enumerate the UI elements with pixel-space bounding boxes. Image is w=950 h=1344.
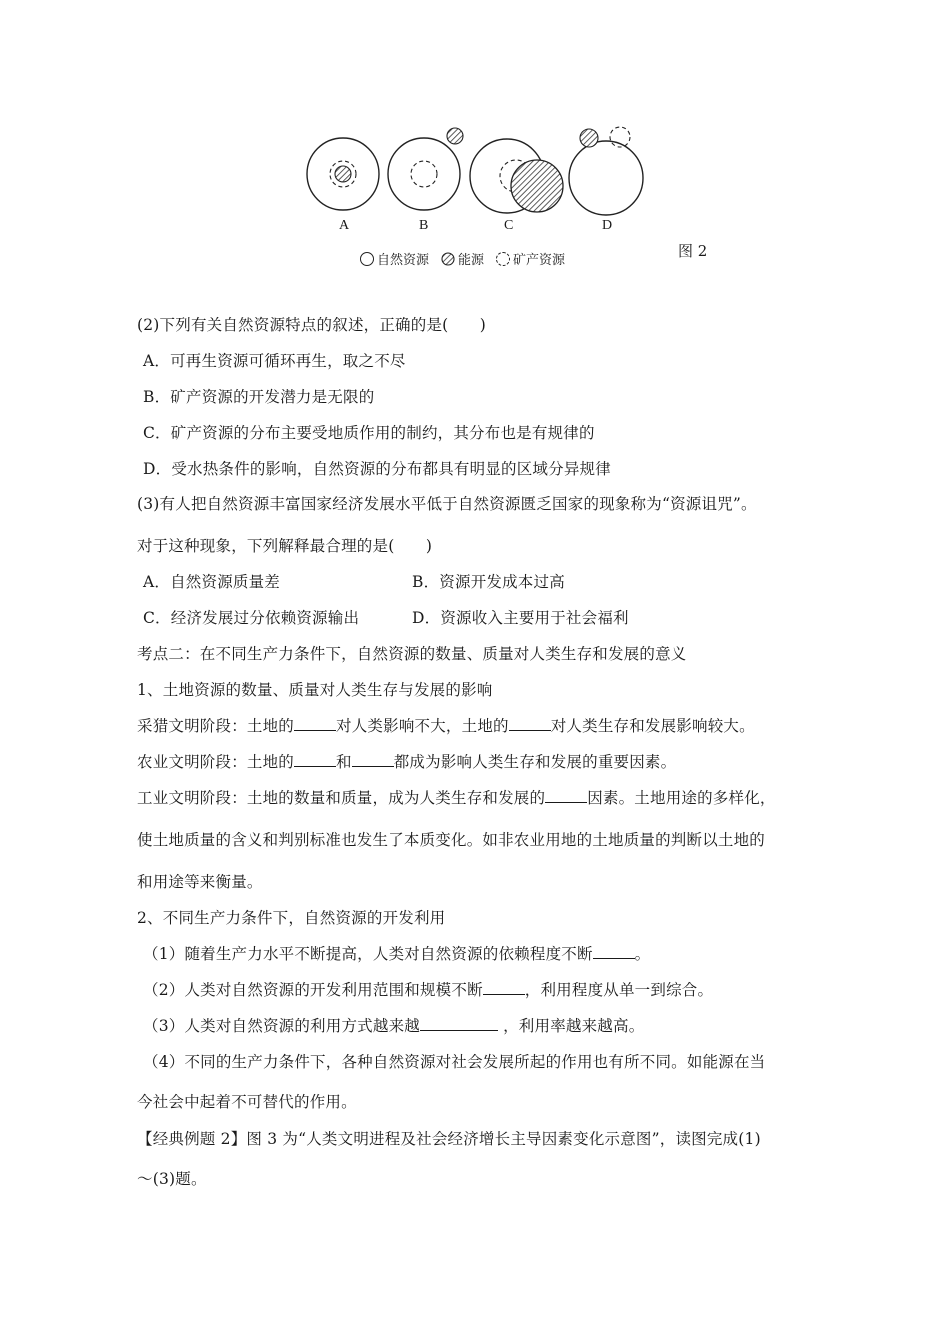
energy-symbol: [441, 252, 455, 266]
kaodian-2-heading: 考点二：在不同生产力条件下，自然资源的数量、质量对人类生存和发展的意义: [137, 645, 687, 663]
q3-option-a: A．自然资源质量差: [143, 573, 280, 591]
legend-energy-label: 能源: [458, 253, 485, 268]
industry-line-3: 和用途等来衡量。: [137, 873, 263, 891]
section-2-heading: 2、不同生产力条件下，自然资源的开发利用: [137, 909, 446, 927]
venn-a: [307, 138, 379, 210]
figure-legend: [360, 249, 577, 268]
point-1-line: [143, 942, 650, 964]
legend-natural-label: 自然资源: [377, 253, 430, 268]
q2-option-b: B．矿产资源的开发潜力是无限的: [143, 388, 375, 406]
industry-line-2: 使土地质量的含义和判别标准也发生了本质变化。如非农业用地的土地质量的判断以土地的: [137, 831, 766, 849]
point-4-line-1: （4）不同的生产力条件下，各种自然资源对社会发展所起的作用也有所不同。如能源在当: [143, 1053, 766, 1071]
venn-b: [388, 128, 463, 210]
hunting-blank-1[interactable]: [294, 716, 336, 731]
q3-option-b: B．资源开发成本过高: [412, 573, 565, 591]
point-2-text: （2）人类对自然资源的开发利用范围和规模不断: [143, 981, 483, 999]
example-2-line-2: ～(3)题。: [137, 1170, 207, 1188]
industry-text-2: 因素。土地用途的多样化，: [587, 789, 776, 807]
industry-text-1: 工业文明阶段：土地的数量和质量，成为人类生存和发展的: [137, 789, 546, 807]
point-2-blank[interactable]: [483, 980, 525, 995]
hunting-stage-line: [137, 714, 755, 736]
industry-blank[interactable]: [545, 788, 587, 803]
legend-energy: [441, 249, 484, 268]
q3-stem-line2: 对于这种现象，下列解释最合理的是( ): [137, 537, 433, 555]
point-3-end: ，利用率越来越高。: [503, 1017, 645, 1035]
point-1-end: 。: [634, 945, 651, 963]
label-b: B: [419, 218, 429, 233]
mineral-resource-symbol: [496, 252, 510, 266]
label-d: D: [602, 218, 613, 233]
hunting-text-3: 对人类生存和发展影响较大。: [550, 717, 755, 735]
q2-option-d: D．受水热条件的影响，自然资源的分布都具有明显的区域分异规律: [143, 460, 611, 478]
point-3-text: （3）人类对自然资源的利用方式越来越: [143, 1017, 420, 1035]
venn-c: [470, 139, 563, 213]
label-a: A: [339, 218, 350, 233]
point-2-end: ，利用程度从单一到综合。: [524, 981, 714, 999]
point-3-line: [143, 1014, 644, 1036]
section-1-heading: 1、土地资源的数量、质量对人类生存与发展的影响: [137, 681, 493, 699]
point-1-text: （1）随着生产力水平不断提高，人类对自然资源的依赖程度不断: [143, 945, 593, 963]
agri-blank-2[interactable]: [352, 752, 394, 767]
figure-2-label: 图 2: [678, 242, 708, 260]
hunting-text-2: 对人类影响不大，土地的: [336, 717, 509, 735]
agri-text-2: 和: [336, 753, 352, 771]
q2-option-c: C．矿产资源的分布主要受地质作用的制约，其分布也是有规律的: [143, 424, 595, 442]
point-3-blank[interactable]: [420, 1016, 498, 1031]
q2-stem: (2)下列有关自然资源特点的叙述，正确的是( ): [137, 316, 487, 334]
natural-resource-symbol: [360, 252, 374, 266]
label-c: C: [504, 218, 514, 233]
q3-stem-line1: (3)有人把自然资源丰富国家经济发展水平低于自然资源匮乏国家的现象称为“资源诅咒”。: [137, 495, 757, 513]
example-2-line-1: 【经典例题 2】图 3 为“人类文明进程及社会经济增长主导因素变化示意图”，读图完成(1): [137, 1130, 761, 1148]
point-4-line-2: 今社会中起着不可替代的作用。: [137, 1093, 357, 1111]
legend-natural: [360, 249, 429, 268]
legend-mineral: [496, 249, 565, 268]
point-2-line: [143, 978, 713, 1000]
q3-option-d: D．资源收入主要用于社会福利: [412, 609, 629, 627]
agri-text-1: 农业文明阶段：土地的: [137, 753, 295, 771]
venn-d: [569, 127, 643, 215]
agri-blank-1[interactable]: [294, 752, 336, 767]
q3-option-c: C．经济发展过分依赖资源输出: [143, 609, 360, 627]
hunting-text-1: 采猎文明阶段：土地的: [137, 717, 295, 735]
industry-stage-line: [137, 786, 776, 808]
q2-option-a: A．可再生资源可循环再生，取之不尽: [143, 352, 406, 370]
legend-mineral-label: 矿产资源: [513, 253, 566, 268]
hunting-blank-2[interactable]: [509, 716, 551, 731]
point-1-blank[interactable]: [593, 944, 635, 959]
agri-text-3: 都成为影响人类生存和发展的重要因素。: [393, 753, 677, 771]
agriculture-stage-line: [137, 750, 676, 772]
